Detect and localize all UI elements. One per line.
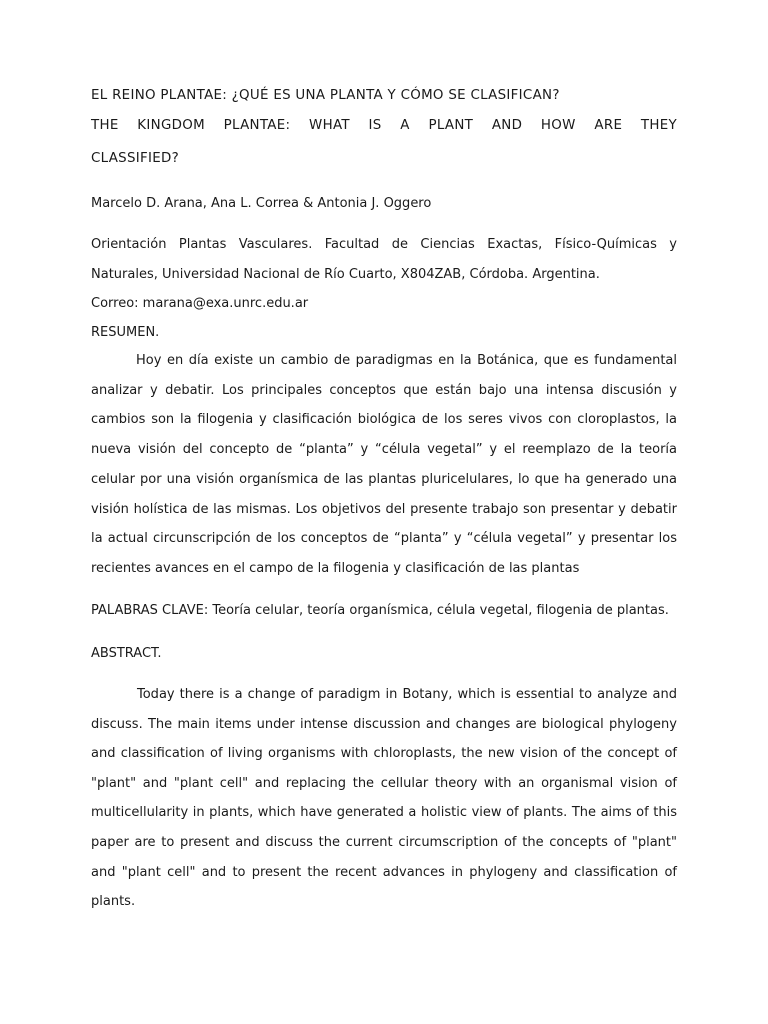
resumen-heading: RESUMEN.	[91, 325, 160, 340]
keywords: PALABRAS CLAVE: Teoría celular, teoría organísmica, célula vegetal, filogenia de plantas.	[91, 603, 669, 618]
authors: Marcelo D. Arana, Ana L. Correa & Antonia J. Oggero	[91, 196, 432, 211]
title-english-line-2: CLASSIFIED?	[91, 151, 180, 166]
abstract-paragraph: Today there is a change of paradigm in Botany, which is essential to analyze and discuss. The main items under intense discussion and changes are biological phylogeny and classification of living organisms with chloroplasts, the new vision of the concept of "plant" and "plant cell" and replacing the cellular theory with an organismal vision of multicellularity in plants, which have generated a holistic view of plants. The aims of this paper are to present and discuss the current circumscription of the concepts of "plant" and "plant cell" and to present the recent advances in phylogeny and classification of plants.	[91, 687, 677, 910]
affiliation-line-1: Orientación Plantas Vasculares. Facultad de Ciencias Exactas, Físico-Químicas y	[91, 237, 677, 252]
email: Correo: marana@exa.unrc.edu.ar	[91, 296, 309, 311]
title-spanish: EL REINO PLANTAE: ¿QUÉ ES UNA PLANTA Y CÓMO SE CLASIFICAN?	[91, 88, 560, 103]
abstract-heading: ABSTRACT.	[91, 646, 162, 661]
resumen-paragraph: Hoy en día existe un cambio de paradigmas en la Botánica, que es fundamental analizar y debatir. Los principales conceptos que están bajo una intensa discusión y cambios son la filogenia y clasificación biológica de los seres vivos con cloroplastos, la nueva visión del concepto de “planta” y “célula vegetal” y el reemplazo de la teoría celular por una visión organísmica de las plantas pluricelulares, lo que ha generado una visión holística de las mismas. Los objetivos del presente trabajo son presentar y debatir la actual circunscripción de los conceptos de “planta” y “célula vegetal” y presentar los recientes avances en el campo de la filogenia y clasificación de las plantas	[91, 353, 677, 576]
affiliation-line-2: Naturales, Universidad Nacional de Río Cuarto, X804ZAB, Córdoba. Argentina.	[91, 267, 600, 282]
title-english-line-1: THE KINGDOM PLANTAE: WHAT IS A PLANT AND HOW ARE THEY	[91, 118, 677, 133]
